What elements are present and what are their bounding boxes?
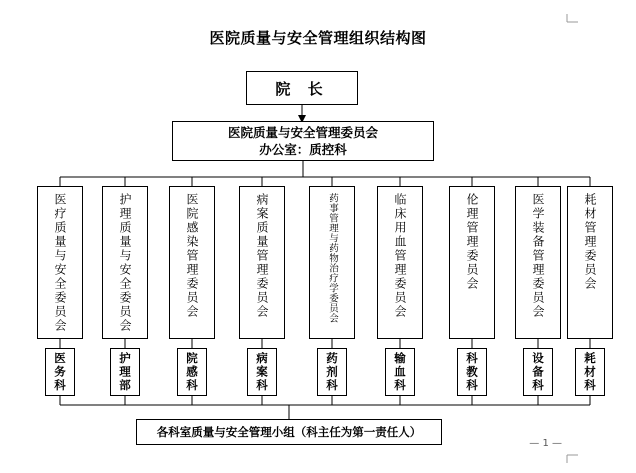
- committee-label: 病案质量管理委员会: [255, 193, 269, 319]
- department-label: 科教科: [465, 351, 479, 393]
- president-box: [246, 71, 358, 105]
- department-quality-group-box: [136, 419, 442, 445]
- department-label: 耗材科: [583, 351, 597, 393]
- committee-box: [169, 186, 215, 339]
- department-label: 护理部: [118, 351, 132, 393]
- page-title: 医院质量与安全管理组织结构图: [209, 29, 427, 47]
- committee-box: [37, 186, 83, 339]
- committee-label: 药事管理与药物治疗学委员会: [327, 193, 338, 323]
- committee-box: [567, 186, 613, 339]
- department-label: 病案科: [255, 351, 269, 393]
- committee-label: 临床用血管理委员会: [393, 193, 407, 319]
- department-box: [247, 348, 277, 396]
- office-committee-label: 医院质量与安全管理委员会: [227, 125, 378, 140]
- committee-label: 医学装备管理委员会: [531, 193, 545, 319]
- office-location-label: 办公室：质控科: [259, 142, 347, 157]
- connector-committee-dept: [60, 339, 590, 348]
- department-box: [45, 348, 75, 396]
- department-box: [523, 348, 553, 396]
- committee-label: 医疗质量与安全委员会: [53, 193, 67, 333]
- president-label: 院 长: [275, 79, 329, 98]
- committee-box: [377, 186, 423, 339]
- committee-box: [102, 186, 148, 339]
- committee-label: 护理质量与安全委员会: [118, 193, 132, 333]
- department-box: [317, 348, 347, 396]
- department-box: [575, 348, 605, 396]
- department-label: 设备科: [531, 351, 545, 393]
- department-box: [385, 348, 415, 396]
- department-label: 医务科: [53, 351, 67, 393]
- quality-safety-office-box: [172, 121, 434, 161]
- committee-box: [239, 186, 285, 339]
- committee-box: [515, 186, 561, 339]
- committee-label: 伦理管理委员会: [465, 193, 479, 291]
- department-label: 院感科: [185, 351, 199, 393]
- committee-label: 医院感染管理委员会: [185, 193, 199, 319]
- department-box: [457, 348, 487, 396]
- connector-dept-bus: [60, 396, 590, 405]
- committee-box: [309, 186, 355, 339]
- department-box: [110, 348, 140, 396]
- department-label: 输血科: [393, 351, 407, 393]
- department-quality-group-label: 各科室质量与安全管理小组（科主任为第一责任人）: [156, 425, 422, 439]
- department-label: 药剂科: [325, 351, 339, 393]
- committee-label: 耗材管理委员会: [583, 193, 597, 291]
- connector-committee-drops: [60, 177, 590, 186]
- committee-box: [449, 186, 495, 339]
- department-box: [177, 348, 207, 396]
- page-number: — 1 —: [529, 438, 562, 449]
